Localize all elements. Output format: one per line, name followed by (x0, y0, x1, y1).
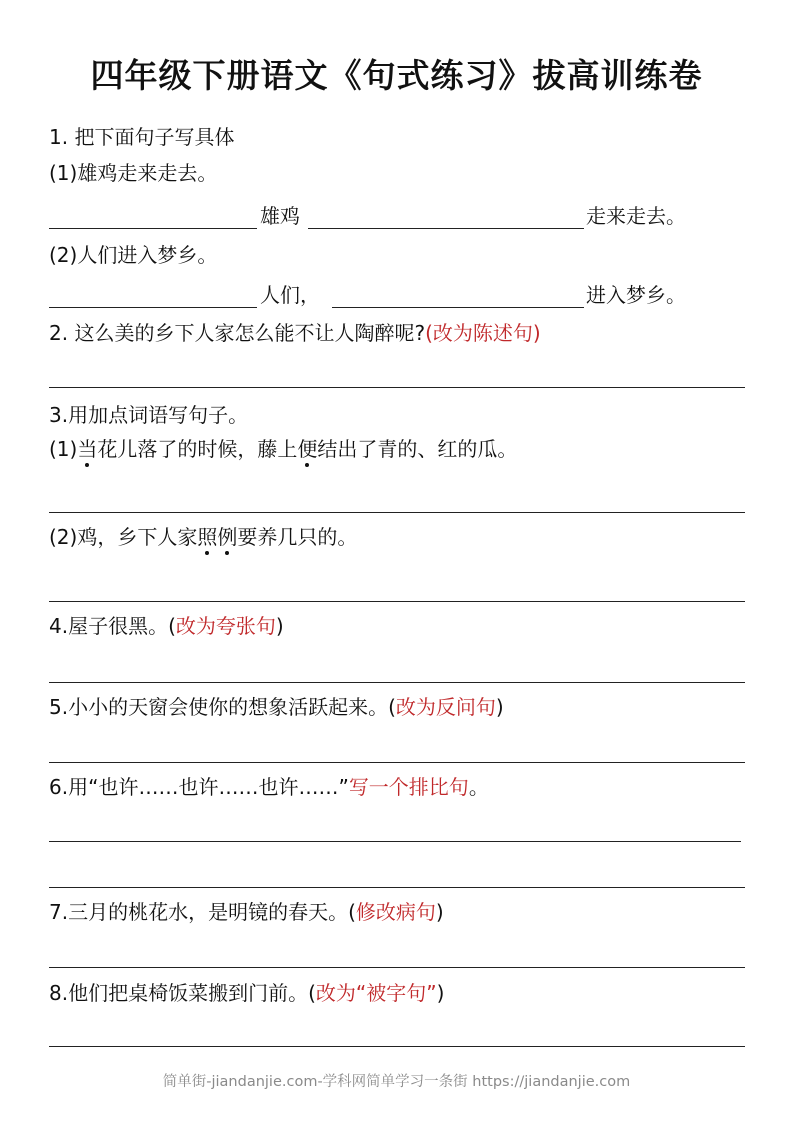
question-4-instruction: 改为夸张句 (175, 614, 276, 638)
answer-line-3b[interactable] (49, 601, 745, 602)
question-1-sub-2-middle: 人们， (260, 283, 320, 307)
answer-line-5[interactable] (49, 762, 745, 763)
sub-2-end: 要养几只的。 (237, 525, 358, 549)
dotted-word-zhao: 照 (197, 525, 218, 549)
question-8-text: 8.他们把桌椅饭菜搬到门前。 (49, 981, 309, 1005)
sub-1-middle: 花儿落了的时候，藤上 (97, 437, 298, 461)
dotted-word-li: 例 (217, 525, 238, 549)
question-5-close: ) (495, 695, 504, 719)
answer-line-1b[interactable] (308, 228, 584, 229)
question-3-sub-2 (49, 524, 357, 550)
question-7-close: ) (435, 900, 444, 924)
question-3-heading: 3.用加点词语写句子。 (49, 403, 249, 427)
question-7-open: ( (348, 900, 356, 924)
question-4-text: 4.屋子很黑。 (49, 614, 169, 638)
question-2-instruction: (改为陈述句) (425, 321, 541, 345)
question-1-sub-1-end: 走来走去。 (586, 204, 686, 228)
answer-line-7[interactable] (49, 967, 745, 968)
question-2 (49, 320, 541, 346)
question-4-open: ( (168, 614, 176, 638)
answer-line-1a[interactable] (49, 228, 257, 229)
sub-2-prefix: (2)鸡，乡下人家 (49, 525, 198, 549)
question-8 (49, 980, 444, 1006)
question-3-sub-1 (49, 436, 517, 462)
answer-line-6a[interactable] (49, 841, 741, 842)
page-title: 四年级下册语文《句式练习》拔高训练卷 (90, 56, 703, 95)
answer-line-8[interactable] (49, 1046, 745, 1047)
question-5-open: ( (388, 695, 396, 719)
question-4-close: ) (275, 614, 284, 638)
question-6-end: 。 (468, 775, 489, 799)
answer-line-1d[interactable] (332, 307, 584, 308)
question-5-text: 5.小小的天窗会使你的想象活跃起来。 (49, 695, 389, 719)
question-1-sub-2: (2)人们进入梦乡。 (49, 243, 218, 267)
answer-line-6b[interactable] (49, 887, 745, 888)
question-1-sub-2-end: 进入梦乡。 (586, 283, 686, 307)
sub-1-prefix: (1) (49, 437, 78, 461)
question-1-sub-1: (1)雄鸡走来走去。 (49, 161, 218, 185)
question-8-instruction: 改为“被字句” (315, 981, 437, 1005)
question-5 (49, 694, 504, 720)
question-6 (49, 774, 489, 800)
dotted-word-bian: 便 (297, 437, 318, 461)
question-1-heading: 1. 把下面句子写具体 (49, 125, 235, 149)
answer-line-1c[interactable] (49, 307, 257, 308)
question-7-instruction: 修改病句 (355, 900, 436, 924)
question-5-instruction: 改为反问句 (395, 695, 496, 719)
dotted-word-dang: 当 (77, 437, 98, 461)
question-7 (49, 899, 444, 925)
question-8-open: ( (308, 981, 316, 1005)
question-8-close: ) (436, 981, 445, 1005)
footer-watermark: 简单街-jiandanjie.com-学科网简单学习一条街 https://jiandanjie.com (162, 1074, 631, 1090)
question-6-text: 6.用“也许……也许……也许……” (49, 775, 349, 799)
question-6-instruction: 写一个排比句 (348, 775, 469, 799)
question-7-text: 7.三月的桃花水，是明镜的春天。 (49, 900, 349, 924)
question-2-text: 2. 这么美的乡下人家怎么能不让人陶醉呢? (49, 321, 426, 345)
question-1-sub-1-middle: 雄鸡 (260, 204, 300, 228)
sub-1-end: 结出了青的、红的瓜。 (317, 437, 518, 461)
answer-line-2[interactable] (49, 387, 745, 388)
answer-line-3a[interactable] (49, 512, 745, 513)
answer-line-4[interactable] (49, 682, 745, 683)
question-4 (49, 613, 284, 639)
